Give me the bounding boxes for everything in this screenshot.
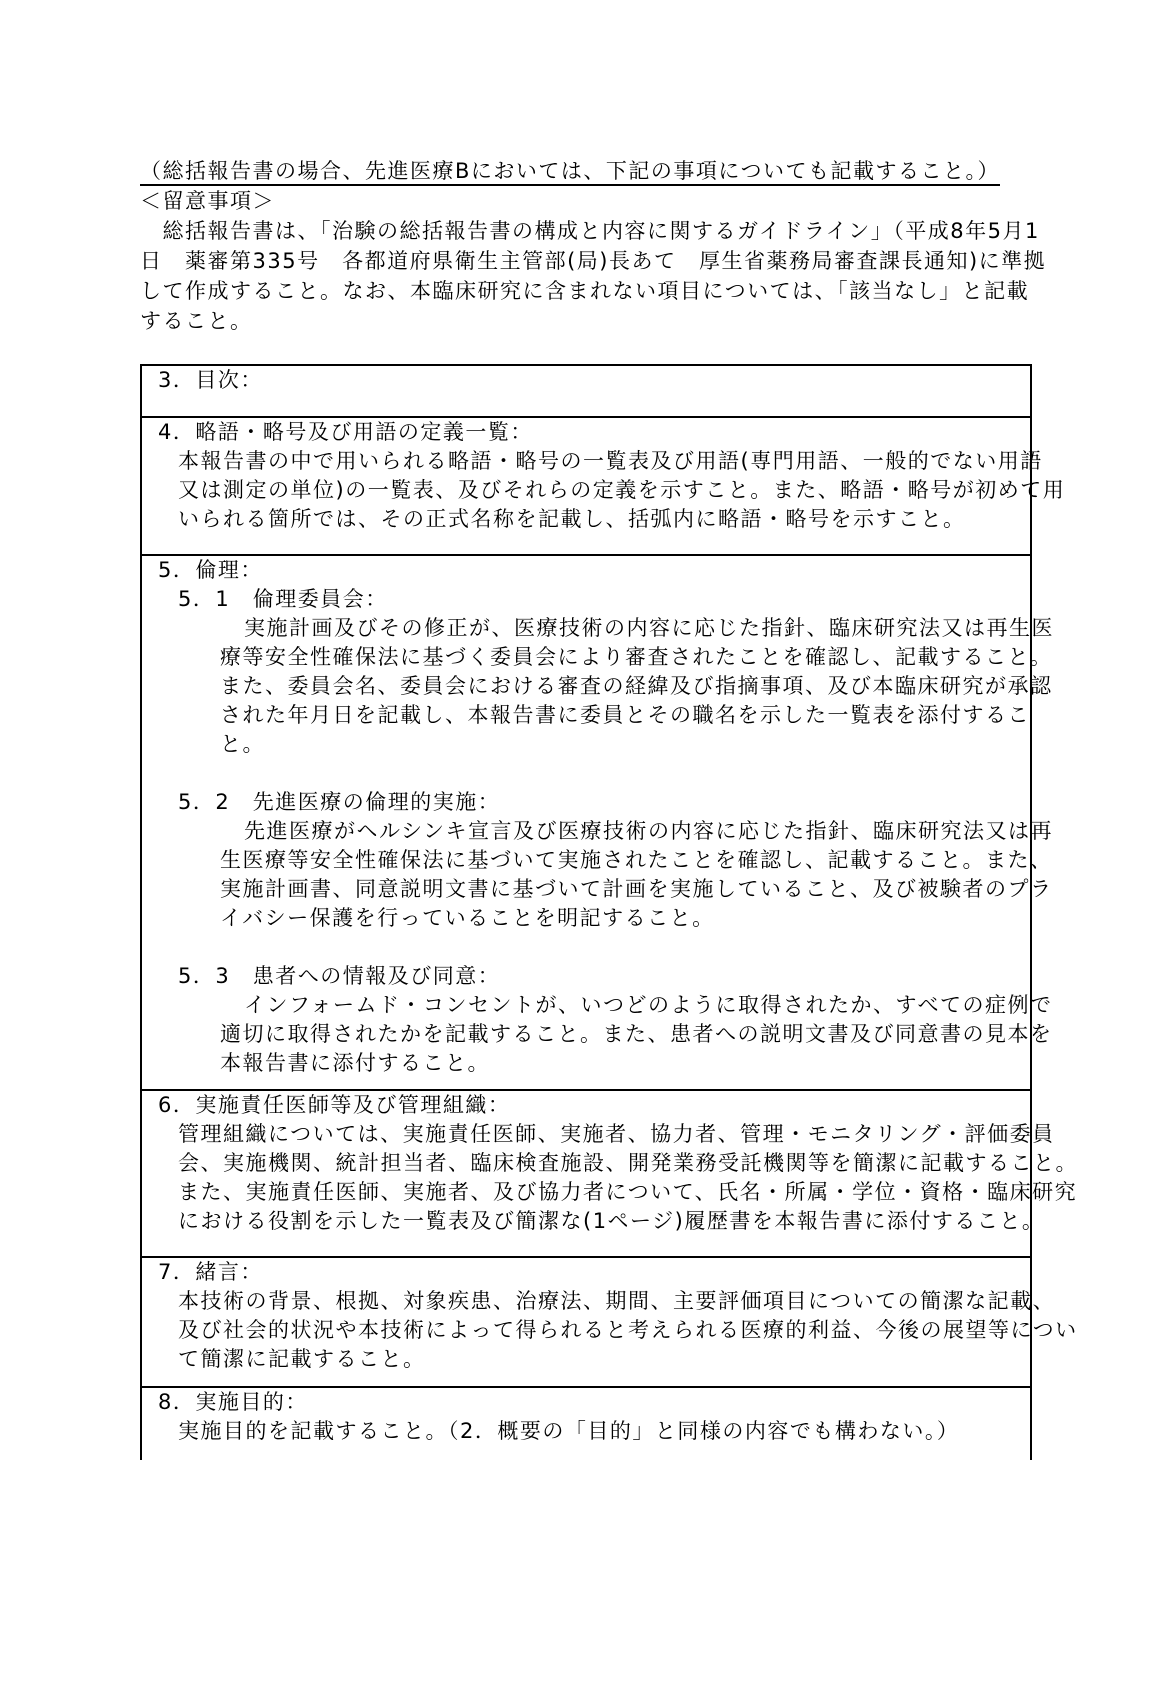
subsection-text-line: 生医療等安全性確保法に基づいて実施されたことを確認し、記載すること。また、	[220, 848, 1053, 872]
section-text-line: 本報告書の中で用いられる略語・略号の一覧表及び用語(専門用語、一般的でない用語	[178, 449, 1043, 473]
subsection-text-line: 実施計画書、同意説明文書に基づいて計画を実施していること、及び被験者のプラ	[220, 877, 1053, 901]
section-text-line: 会、実施機関、統計担当者、臨床検査施設、開発業務受託機関等を簡潔に記載すること。	[178, 1151, 1078, 1175]
section-text-line: また、実施責任医師、実施者、及び協力者について、氏名・所属・学位・資格・臨床研究	[178, 1180, 1078, 1204]
subsection-body	[158, 817, 1053, 933]
subsection-text-line: 療等安全性確保法に基づく委員会により審査されたことを確認し、記載すること。	[220, 645, 1053, 669]
section-heading: 8．実施目的：	[158, 1390, 308, 1414]
section-row	[142, 556, 1054, 1091]
subsection-body	[158, 614, 1054, 759]
subsection-text-line: 先進医療がヘルシンキ宣言及び医療技術の内容に応じた指針、臨床研究法又は再	[244, 819, 1053, 843]
notes-line: 総括報告書は、「治験の総括報告書の構成と内容に関するガイドライン」（平成8年5月1	[140, 219, 1040, 243]
section-row	[142, 1091, 1078, 1258]
section-row	[142, 1258, 1078, 1388]
notes-line: すること。	[140, 309, 253, 333]
section-heading: 4．略語・略号及び用語の定義一覧：	[158, 420, 533, 444]
spacer	[158, 759, 1030, 788]
notes-block	[140, 156, 1047, 336]
subsection-text-line: と。	[220, 732, 265, 756]
section-heading: 5．倫理：	[158, 558, 263, 582]
section-text-line: 及び社会的状況や本技術によって得られると考えられる医療的利益、今後の展望等につい	[178, 1318, 1078, 1342]
section-heading: 6．実施責任医師等及び管理組織：	[158, 1093, 511, 1117]
header-note: （総括報告書の場合、先進医療Bにおいては、下記の事項についても記載すること。）	[140, 158, 1000, 186]
subsection-text-line: 本報告書に添付すること。	[220, 1051, 490, 1075]
section-row	[142, 418, 1066, 556]
section-text-line: 又は測定の単位)の一覧表、及びそれらの定義を示すこと。また、略語・略号が初めて用	[178, 478, 1066, 502]
subsection-heading: 5．2 先進医療の倫理的実施：	[178, 790, 501, 814]
subsection-heading: 5．3 患者への情報及び同意：	[178, 964, 501, 988]
section-text-line: における役割を示した一覧表及び簡潔な(1ページ)履歴書を本報告書に添付すること。	[178, 1209, 1045, 1233]
notes-line: 日 薬審第335号 各都道府県衛生主管部(局)長あて 厚生省薬務局審査課長通知)に準拠	[140, 249, 1047, 273]
subsection-heading: 5．1 倫理委員会：	[178, 587, 388, 611]
notes-line: して作成すること。なお、本臨床研究に含まれない項目については、「該当なし」と記載	[140, 279, 1030, 303]
subsection-text-line: イバシー保護を行っていることを明記すること。	[220, 906, 715, 930]
report-items-table	[140, 364, 1078, 1460]
subsection-text-line: された年月日を記載し、本報告書に委員とその職名を示した一覧表を添付するこ	[220, 703, 1030, 727]
section-text-line: いられる箇所では、その正式名称を記載し、括弧内に略語・略号を示すこと。	[178, 507, 966, 531]
subsection-text-line: 実施計画及びその修正が、医療技術の内容に応じた指針、臨床研究法又は再生医	[244, 616, 1054, 640]
section-text-line: 管理組織については、実施責任医師、実施者、協力者、管理・モニタリング・評価委員	[178, 1122, 1055, 1146]
section-row	[142, 366, 1030, 418]
subsection-text-line: 適切に取得されたかを記載すること。また、患者への説明文書及び同意書の見本を	[220, 1022, 1053, 1046]
section-text-line: 本技術の背景、根拠、対象疾患、治療法、期間、主要評価項目についての簡潔な記載、	[178, 1289, 1056, 1313]
subsection-body	[158, 991, 1053, 1078]
section-heading: 7．緒言：	[158, 1260, 263, 1284]
section-text-line: 実施目的を記載すること。（2．概要の「目的」と同様の内容でも構わない。）	[178, 1419, 960, 1443]
section-row	[142, 1388, 1030, 1458]
subsection-text-line: また、委員会名、委員会における審査の経緯及び指摘事項、及び本臨床研究が承認	[220, 674, 1053, 698]
spacer	[158, 933, 1030, 962]
subsection-text-line: インフォームド・コンセントが、いつどのように取得されたか、すべての症例で	[244, 993, 1053, 1017]
section-text-line: て簡潔に記載すること。	[178, 1347, 426, 1371]
notes-heading: ＜留意事項＞	[140, 189, 275, 213]
section-heading: 3．目次：	[158, 368, 263, 392]
